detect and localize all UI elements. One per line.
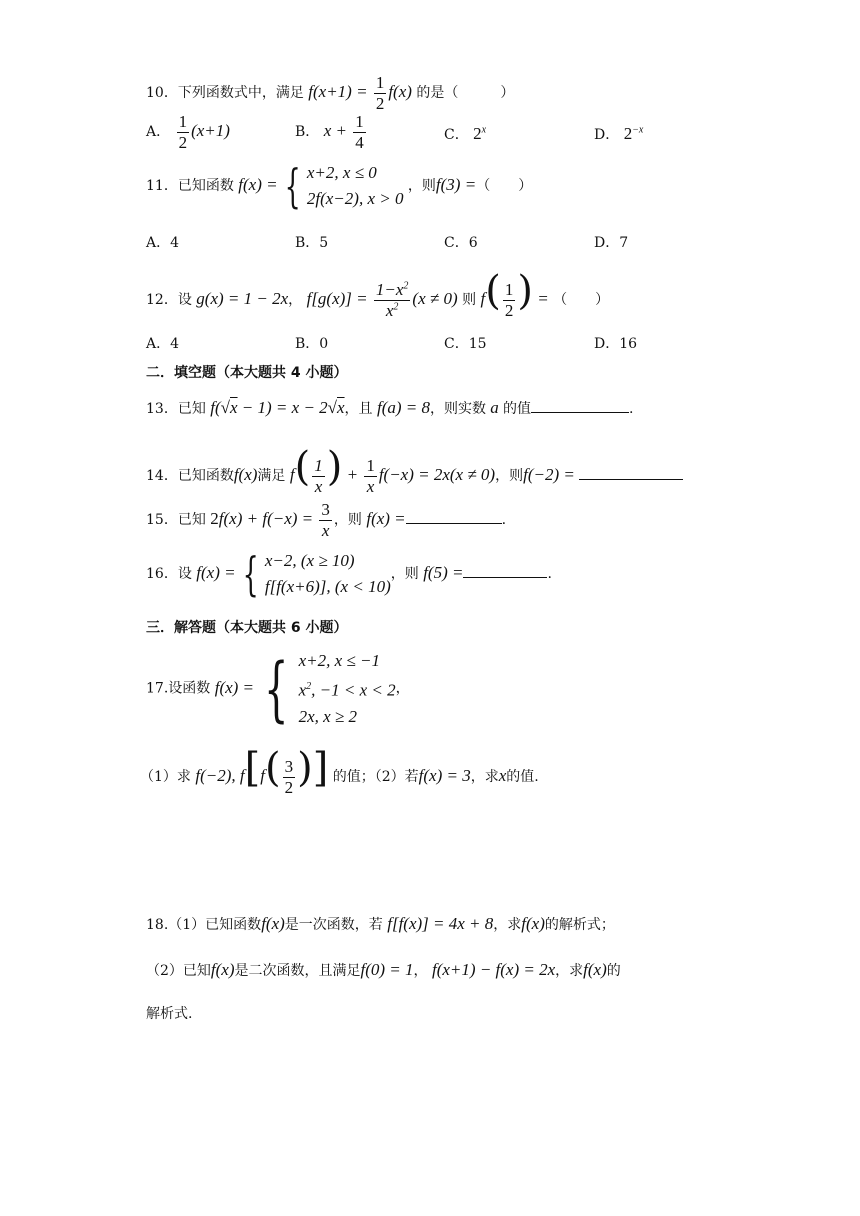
q12-option-d: D．16 [594,336,638,352]
q11-formula: f(x) = { x+2, x ≤ 0 2f(x−2), x > 0 [238,159,404,213]
q12-option-b: B．0 [295,336,329,352]
q11-option-d: D．7 [594,235,629,251]
q10-option-b: B． x + $\frac{1}{4}$ [295,112,364,152]
answer-blank[interactable] [579,465,683,480]
question-18: 18.（1）已知函数f(x)是一次函数，若 f[f(x)] = 4x + 8，求f(x)的解析式； [146,914,615,933]
q10-formula: f(x+1) = $\frac{1}{2}$ f(x) [308,73,412,113]
question-11: 11．已知函数 f(x) = { x+2, x ≤ 0 2f(x−2), x > 0 ，则f(3) =（ ） [146,159,533,213]
q10-number: 10． [146,84,178,101]
answer-blank[interactable] [463,563,547,578]
section-answer-heading: 三．解答题（本大题共 6 小题） [146,620,348,636]
q12-option-c: C．15 [444,336,487,352]
q18-line-2: （2）已知f(x)是二次函数，且满足f(0) = 1， f(x+1) − f(x) = 2x，求f(x)的 [146,960,621,979]
q10-option-c: C． 2$^x$ [444,124,487,143]
q11-option-a: A．4 [146,235,180,251]
question-13: 13．已知 f(√x − 1) = x − 2√x，且 f(a) = 8，则实数 a 的值 . [146,398,634,417]
answer-blank[interactable] [531,398,629,413]
question-15: 15．已知 2f(x) + f(−x) = $\frac{3}{x}$ ，则 f(x) = . [146,500,507,540]
section-fill-in-heading: 二．填空题（本大题共 4 小题） [146,365,348,381]
answer-blank[interactable] [406,509,502,524]
q10-option-d: D． $2^{-x}$ [594,124,644,143]
q11-option-b: B．5 [295,235,329,251]
q18-line-3: 解析式. [146,1006,193,1022]
q11-number: 11． [146,177,178,194]
q11-option-c: C．6 [444,235,478,251]
q17-parts: （1）求 f(−2), f[f( $\frac{3}{2}$ )] 的值；（2）若f(x) = 3，求x的值. [140,745,539,797]
q10-text: 下列函数式中，满足 [177,84,304,101]
q10-after: 的是（ ） [416,84,515,101]
q10-option-a: A． $\frac{1}{2}$ (x+1) [146,112,230,152]
question-12: 12．设 g(x) = 1 − 2x， f[g(x)] = $\frac{1-x^2}{x^2}$ (x ≠ 0) 则 f( $\frac{1}{2}$ ) = （ ） [146,268,610,320]
question-17: 17.设函数 f(x) = { x+2, x ≤ −1 $x^2$, −1 < x < 2 2x, x ≥ 2 ， [146,647,410,730]
question-16: 16．设 f(x) = { x−2, (x ≥ 10) f[f(x+6)], (x < 10) ，则 f(5) = . [146,547,552,601]
question-10 [146,73,514,113]
question-14: 14．已知函数f(x)满足 f( $\frac{1}{x}$ ) + $\frac{1}{x}$ f(−x) = 2x(x ≠ 0)，则f(−2) = [146,444,683,496]
q12-option-a: A．4 [146,336,180,352]
